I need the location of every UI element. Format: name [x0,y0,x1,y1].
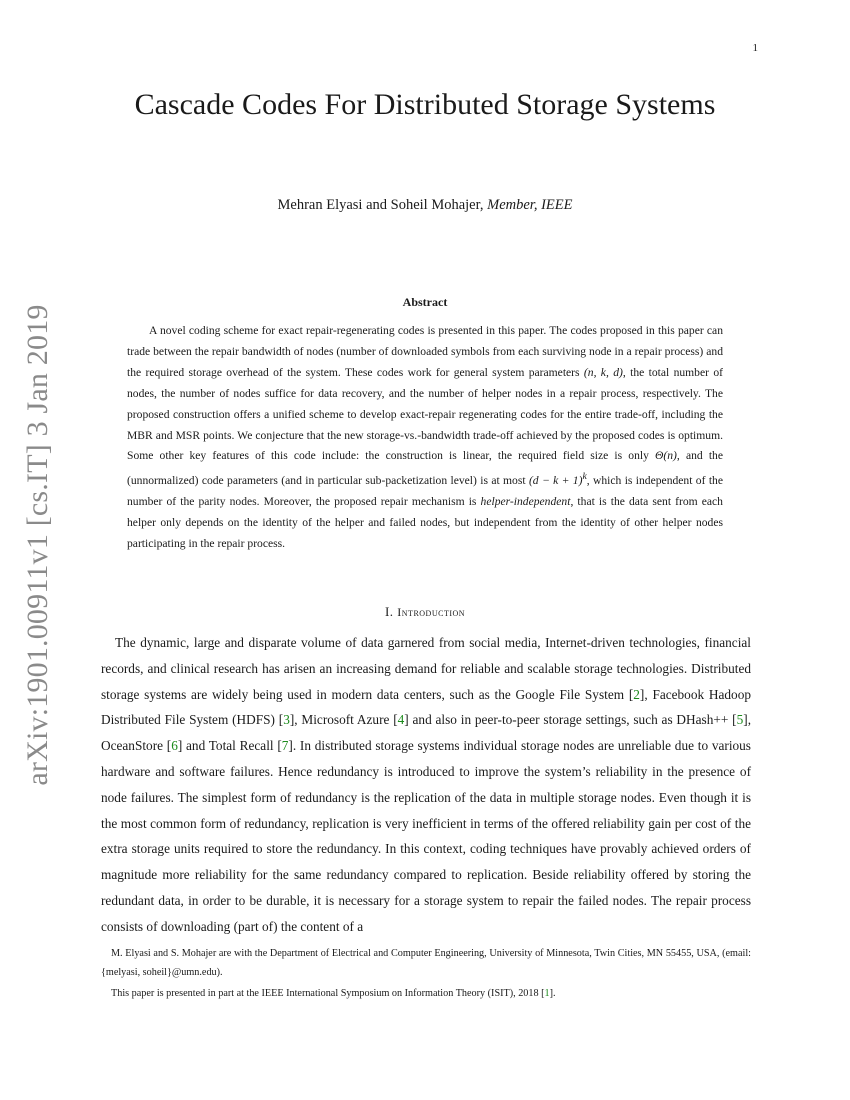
abstract-text-5: , that is the data sent from each helper only depends on the identity of the helper and failed nodes, but independent from the identity of other helper nodes participating in the repair process. [127,495,723,550]
math-field-size: Θ(n) [655,449,677,463]
intro-text: ] and Total Recall [ [177,738,282,754]
citation-link[interactable]: 7 [281,738,289,754]
page-number: 1 [752,42,758,54]
abstract-text-2: , the total number of nodes, the number of nodes suffice for data recovery, and the number of helper nodes in a repair process, respectively. The proposed construction offers a unified scheme to develop exact-repair regenerating codes for the entire trade-off, including the MBR and MSR points. We conjecture that the new storage-vs.-bandwidth trade-off achieved by the proposed codes is optimum. Some other key features of this code include: the construction is linear, the required field size is only [127,365,723,463]
intro-text: ] and also in peer-to-peer storage settings, such as DHash++ [ [404,712,737,728]
abstract-text-4: , which is independent of the number of the parity nodes. Moreover, the proposed repair mechanism is [127,474,723,509]
math-exponent: k [582,471,587,483]
math-bound: (d − k + 1) [528,474,583,488]
citation-link[interactable]: 2 [633,686,640,702]
footnote-affiliation: M. Elyasi and S. Mohajer are with the Department of Electrical and Computer Engineering, University of Minnesota, Twin Cities, MN 55455, USA, (email: {melyasi, soheil}@umn.edu). [101,948,751,978]
author-line [100,197,750,214]
abstract-emphasis: helper-independent [480,495,571,509]
citation-link[interactable]: 1 [544,988,550,999]
section-heading [100,604,750,620]
footnote-isit-end: ]. [549,988,556,999]
footnote-isit [101,985,751,1004]
footnote-isit-text: This paper is presented in part at the IEEE International Symposium on Information Theory (ISIT), 2018 [ [111,988,545,999]
abstract-body [127,321,723,555]
abstract-text-1: A novel coding scheme for exact repair-regenerating codes is presented in this paper. The codes proposed in this paper can trade between the repair bandwidth of nodes (number of downloaded symbols from each surviving node in a repair process) and the required storage overhead of the system. These codes work for general system parameters [127,324,723,379]
abstract-text-3: , and the (unnormalized) code parameters (and in particular sub-packetization level) is at most [127,449,723,488]
author-membership: Member, IEEE [487,197,573,213]
citation-link[interactable]: 3 [283,712,290,728]
intro-text: ], Microsoft Azure [ [289,712,398,728]
section-title: Introduction [397,605,466,619]
author-names: Mehran Elyasi and Soheil Mohajer, [277,197,484,213]
intro-body [101,630,751,940]
arxiv-stamp: arXiv:1901.00911v1 [cs.IT] 3 Jan 2019 [21,304,54,786]
section-number: I. [384,604,394,619]
math-params: (n, k, d) [583,365,623,379]
citation-link[interactable]: 5 [736,712,744,728]
intro-text: The dynamic, large and disparate volume of data garnered from social media, Internet-driven technologies, financial records, and clinical research has arisen an increasing demand for reliable and scalable storage technologies. Distributed storage systems are widely being used in modern data centers, such as the Google File System [ [101,635,751,702]
intro-text: ], Facebook Hadoop Distributed File System (HDFS) [ [101,686,751,728]
paper-title: Cascade Codes For Distributed Storage Systems [134,88,716,121]
abstract-heading: Abstract [402,295,448,309]
citation-link[interactable]: 4 [397,712,405,728]
intro-text: ], OceanStore [ [101,712,752,754]
intro-text: ]. In distributed storage systems individual storage nodes are unreliable due to various hardware and software failures. Hence redundancy is introduced to improve the system’s reliability in the presence of node failures. The simplest form of redundancy is the replication of the data in multiple storage nodes. Even though it is the most common form of redundancy, replication is very inefficient in terms of the offered reliability gain per cost of the extra storage units required to store the redundancy. In this context, coding techniques have provably achieved orders of magnitude more reliability for the same redundancy compared to replication. Beside reliability offered by storing the redundant data, in order to be durable, it is necessary for a storage system to repair the failed nodes. The repair process consists of downloading (part of) the content of a [101,738,751,934]
citation-link[interactable]: 6 [171,738,178,754]
